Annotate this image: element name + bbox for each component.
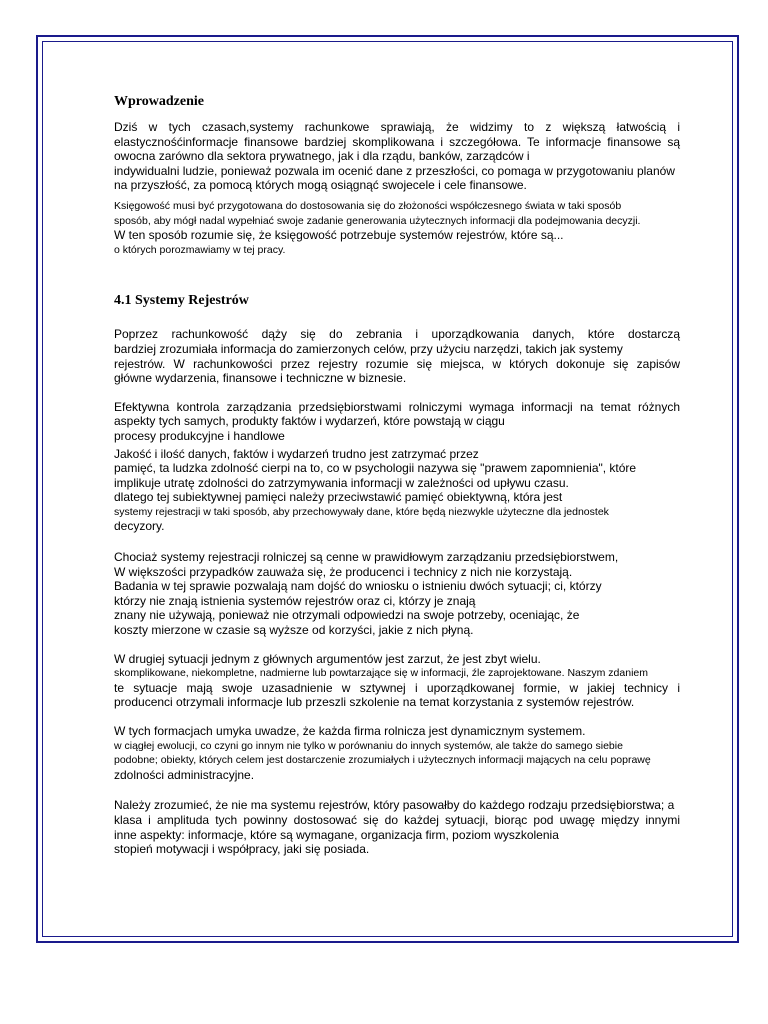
section-paragraph-4 <box>114 550 680 638</box>
section-heading: 4.1 Systemy Rejestrów <box>114 293 249 309</box>
text-line: zdolności administracyjne. <box>114 767 255 782</box>
text-line: Jakość i ilość danych, faktów i wydarzeń trudno jest zatrzymać przez <box>114 446 479 461</box>
text-line: Należy zrozumieć, że nie ma systemu rejestrów, który pasowałby do każdego rodzaju przedsiębiorstwa; a <box>114 798 675 813</box>
text-line: rejestrów. W rachunkowości przez rejestry rozumie się miejsca, w których dokonuje się zapisów <box>114 356 680 371</box>
section-paragraph-5 <box>114 652 680 710</box>
text-line: systemy rejestracji w taki sposób, aby przechowywały dane, które będą niezwykle użyteczne dla jednostek <box>114 505 609 518</box>
document-body <box>114 92 680 857</box>
section-paragraph-6 <box>114 724 680 782</box>
text-line: podobne; obiekty, których celem jest dostarczenie zrozumiałych i użytecznych informacji mających na celu poprawę <box>114 754 651 767</box>
text-line: Chociaż systemy rejestracji rolniczej są cenne w prawidłowym zarządzaniu przedsiębiorstwem, <box>114 550 619 565</box>
text-line: pamięć, ta ludzka zdolność cierpi na to, co w psychologii nazywa się "prawem zapomnienia", które <box>114 461 637 476</box>
text-line: elastycznośćinformacje finansowe bardziej skomplikowana i szczegółowa. Te informacje finansowe są <box>114 134 680 149</box>
text-line: skomplikowane, niekompletne, nadmierne lub powtarzające się w informacji, źle zaprojektowane. Naszym zdaniem <box>114 667 648 680</box>
text-line: dlatego tej subiektywnej pamięci należy przeciwstawić pamięć obiektywną, która jest <box>114 490 563 505</box>
text-line: W drugiej sytuacji jednym z głównych argumentów jest zarzut, że jest zbyt wielu. <box>114 651 541 666</box>
text-line: Efektywna kontrola zarządzania przedsiębiorstwami rolniczymi wymaga informacji na temat różnych <box>114 399 680 414</box>
text-line: producenci otrzymali informacje lub przeszli szkolenie na temat korzystania z systemów rejestrów. <box>114 695 635 710</box>
text-line: Badania w tej sprawie pozwalają nam dojść do wniosku o istnieniu dwóch sytuacji; ci, którzy <box>114 579 602 594</box>
text-line: W ten sposób rozumie się, że księgowość potrzebuje systemów rejestrów, które są... <box>114 228 564 243</box>
text-line: na przyszłość, za pomocą których mogą osiągnąć swojecele i cele finansowe. <box>114 178 527 193</box>
text-line: inne aspekty: informacje, które są wymagane, organizacja firm, poziom wyszkolenia <box>114 827 559 842</box>
intro-heading: Wprowadzenie <box>114 94 204 109</box>
text-line: bardziej zrozumiała informacja do zamierzonych celów, przy użyciu narzędzi, takich jak systemy <box>114 341 623 356</box>
text-line: stopień motywacji i współpracy, jaki się posiada. <box>114 842 370 857</box>
text-line: klasa i amplituda tych powinny dostosować się do każdej sytuacji, biorąc pod uwagę między innymi <box>114 812 680 827</box>
text-line: implikuje utratę zdolności do zatrzymywania informacji w zależności od upływu czasu. <box>114 475 569 490</box>
intro-paragraph-1 <box>114 120 680 193</box>
text-line: główne wydarzenia, finansowe i techniczne w biznesie. <box>114 371 407 386</box>
text-line: aspekty tych samych, produkty faktów i wydarzeń, które powstają w ciągu <box>114 414 505 429</box>
text-line: W tych formacjach umyka uwadze, że każda firma rolnicza jest dynamicznym systemem. <box>114 724 586 738</box>
text-line: Poprzez rachunkowość dąży się do zebrania i uporządkowania danych, które dostarczą <box>114 327 680 342</box>
text-line: Księgowość musi być przygotowana do dostosowania się do złożoności współczesnego świata w taki sposób <box>114 199 622 212</box>
text-line: W większości przypadków zauważa się, że producenci i technicy z nich nie korzystają. <box>114 564 573 579</box>
text-line: Dziś w tych czasach,systemy rachunkowe sprawiają, że widzimy to z większą łatwością i <box>114 120 680 134</box>
section-paragraph-1 <box>114 327 680 385</box>
section-paragraph-3 <box>114 447 680 535</box>
text-line: koszty mierzone w czasie są wyższe od korzyści, jakie z nich płyną. <box>114 623 474 638</box>
text-line: owocna zarówno dla sektora prywatnego, jak i dla rządu, banków, zarządców i <box>114 149 530 164</box>
text-line: decyzory. <box>114 519 165 534</box>
intro-paragraph-2 <box>114 199 680 257</box>
section-paragraph-7 <box>114 798 680 856</box>
text-line: procesy produkcyjne i handlowe <box>114 428 285 443</box>
text-line: w ciągłej ewolucji, co czyni go innym nie tylko w porównaniu do innych systemów, ale także do samego siebie <box>114 739 623 752</box>
text-line: sposób, aby mógł nadal wypełniać swoje zadanie generowania użytecznych informacji dla podejmowania decyzji. <box>114 214 641 227</box>
text-line: indywidualni ludzie, ponieważ pozwala im ocenić dane z przeszłości, co pomaga w przygotowaniu planów <box>114 163 675 178</box>
text-line: o których porozmawiamy w tej pracy. <box>114 243 286 256</box>
text-line: te sytuacje mają swoje uzasadnienie w sztywnej i uporządkowanej formie, w jakiej technicy i <box>114 680 680 695</box>
text-line: znany nie używają, ponieważ nie otrzymali odpowiedzi na swoje potrzeby, oceniając, że <box>114 608 580 623</box>
section-paragraph-2 <box>114 400 680 444</box>
text-line: którzy nie znają istnienia systemów rejestrów oraz ci, którzy je znają <box>114 593 476 608</box>
